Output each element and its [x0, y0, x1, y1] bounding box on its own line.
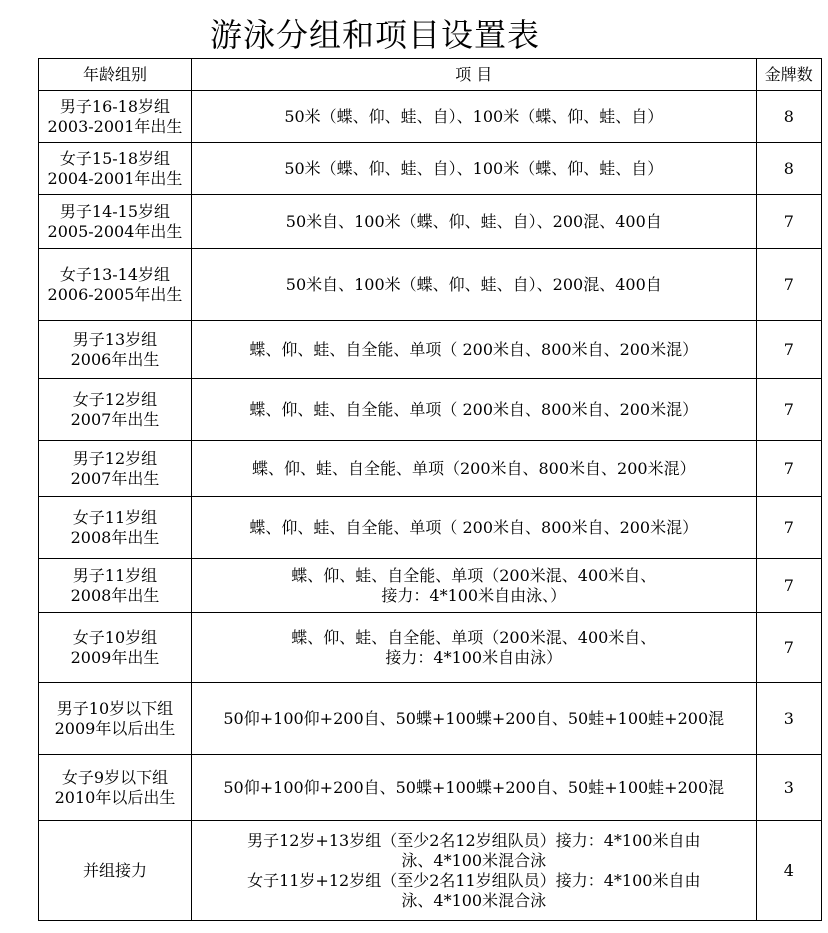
table-row	[39, 321, 822, 379]
header-medals: 金牌数	[756, 59, 821, 91]
events-cell	[191, 249, 756, 321]
table-row	[39, 683, 822, 755]
age-group-line: 男子14-15岁组	[59, 201, 171, 221]
events-line: 50米自、100米（蝶、仰、蛙、自）、200混、400自	[285, 211, 662, 231]
table-row	[39, 559, 822, 613]
age-group-line: 女子15-18岁组	[59, 148, 171, 168]
events-line: 接力：4*100米自由泳、）	[381, 585, 567, 605]
age-group-cell	[39, 683, 192, 755]
age-group-line: 女子10岁组	[72, 627, 158, 647]
gold-medal-count: 7	[756, 613, 821, 683]
age-group-line: 2010年以后出生	[54, 787, 176, 807]
table-row	[39, 497, 822, 559]
swim-events-table	[38, 58, 822, 921]
table-row	[39, 195, 822, 249]
gold-medal-count: 7	[756, 249, 821, 321]
events-cell	[191, 321, 756, 379]
age-group-cell	[39, 441, 192, 497]
table-row	[39, 441, 822, 497]
age-group-cell	[39, 613, 192, 683]
events-cell	[191, 821, 756, 921]
table-row	[39, 249, 822, 321]
age-group-line: 2009年以后出生	[54, 718, 176, 738]
gold-medal-count: 8	[756, 91, 821, 143]
events-cell	[191, 683, 756, 755]
gold-medal-count: 7	[756, 321, 821, 379]
table-row	[39, 143, 822, 195]
events-cell	[191, 379, 756, 441]
events-cell	[191, 195, 756, 249]
age-group-line: 2006-2005年出生	[47, 284, 183, 304]
age-group-cell	[39, 379, 192, 441]
events-line: 50米自、100米（蝶、仰、蛙、自）、200混、400自	[285, 274, 662, 294]
age-group-line: 男子16-18岁组	[59, 96, 171, 116]
age-group-line: 2008年出生	[70, 527, 160, 547]
events-line: 蝶、仰、蛙、自全能、单项（200米混、400米自、	[291, 565, 657, 585]
age-group-line: 女子13-14岁组	[59, 264, 171, 284]
gold-medal-count: 7	[756, 497, 821, 559]
age-group-cell	[39, 195, 192, 249]
events-line: 50米（蝶、仰、蛙、自）、100米（蝶、仰、蛙、自）	[284, 158, 664, 178]
events-line: 蝶、仰、蛙、自全能、单项（ 200米自、800米自、200米混）	[249, 399, 699, 419]
gold-medal-count: 7	[756, 441, 821, 497]
events-line: 接力：4*100米自由泳）	[385, 647, 563, 667]
age-group-line: 2004-2001年出生	[47, 168, 183, 188]
page-title: 游泳分组和项目设置表	[209, 16, 540, 54]
events-line: 蝶、仰、蛙、自全能、单项（200米自、800米自、200米混）	[251, 458, 696, 478]
events-line: 蝶、仰、蛙、自全能、单项（ 200米自、800米自、200米混）	[249, 339, 699, 359]
age-group-line: 女子9岁以下组	[61, 767, 169, 787]
age-group-cell	[39, 321, 192, 379]
table-row	[39, 91, 822, 143]
age-group-line: 2007年出生	[70, 409, 160, 429]
gold-medal-count: 8	[756, 143, 821, 195]
events-cell	[191, 497, 756, 559]
events-cell	[191, 441, 756, 497]
age-group-cell	[39, 249, 192, 321]
events-line: 蝶、仰、蛙、自全能、单项（ 200米自、800米自、200米混）	[249, 517, 699, 537]
age-group-line: 女子11岁组	[72, 507, 158, 527]
age-group-line: 男子12岁组	[72, 448, 158, 468]
gold-medal-count: 3	[756, 683, 821, 755]
age-group-cell	[39, 497, 192, 559]
age-group-line: 2005-2004年出生	[47, 221, 183, 241]
events-line: 泳、4*100米混合泳	[401, 890, 547, 910]
events-cell	[191, 143, 756, 195]
gold-medal-count: 7	[756, 379, 821, 441]
header-age: 年龄组别	[39, 59, 192, 91]
events-cell	[191, 755, 756, 821]
events-line: 蝶、仰、蛙、自全能、单项（200米混、400米自、	[291, 627, 657, 647]
events-cell	[191, 91, 756, 143]
events-line: 泳、4*100米混合泳	[401, 850, 547, 870]
table-row	[39, 613, 822, 683]
age-group-cell	[39, 559, 192, 613]
events-line: 男子12岁+13岁组（至少2名12岁组队员）接力：4*100米自由	[247, 830, 701, 850]
age-group-line: 2009年出生	[70, 647, 160, 667]
events-line: 50仰+100仰+200自、50蝶+100蝶+200自、50蛙+100蛙+200混	[223, 777, 725, 797]
age-group-cell	[39, 821, 192, 921]
age-group-line: 男子10岁以下组	[56, 698, 174, 718]
age-group-line: 男子11岁组	[72, 565, 158, 585]
events-line: 50仰+100仰+200自、50蝶+100蝶+200自、50蛙+100蛙+200混	[223, 708, 725, 728]
header-events: 项 目	[191, 59, 756, 91]
events-cell	[191, 613, 756, 683]
age-group-line: 2006年出生	[70, 349, 160, 369]
gold-medal-count: 3	[756, 755, 821, 821]
age-group-cell	[39, 755, 192, 821]
table-row	[39, 755, 822, 821]
table-row	[39, 821, 822, 921]
age-group-line: 2008年出生	[70, 585, 160, 605]
age-group-line: 男子13岁组	[72, 329, 158, 349]
header-row	[39, 59, 822, 91]
gold-medal-count: 4	[756, 821, 821, 921]
events-cell	[191, 559, 756, 613]
gold-medal-count: 7	[756, 559, 821, 613]
table-row	[39, 379, 822, 441]
age-group-line: 并组接力	[82, 860, 147, 880]
age-group-cell	[39, 91, 192, 143]
events-line: 女子11岁+12岁组（至少2名11岁组队员）接力：4*100米自由	[247, 870, 701, 890]
age-group-line: 女子12岁组	[72, 389, 158, 409]
events-line: 50米（蝶、仰、蛙、自）、100米（蝶、仰、蛙、自）	[284, 106, 664, 126]
age-group-line: 2003-2001年出生	[47, 116, 183, 136]
gold-medal-count: 7	[756, 195, 821, 249]
age-group-cell	[39, 143, 192, 195]
age-group-line: 2007年出生	[70, 468, 160, 488]
